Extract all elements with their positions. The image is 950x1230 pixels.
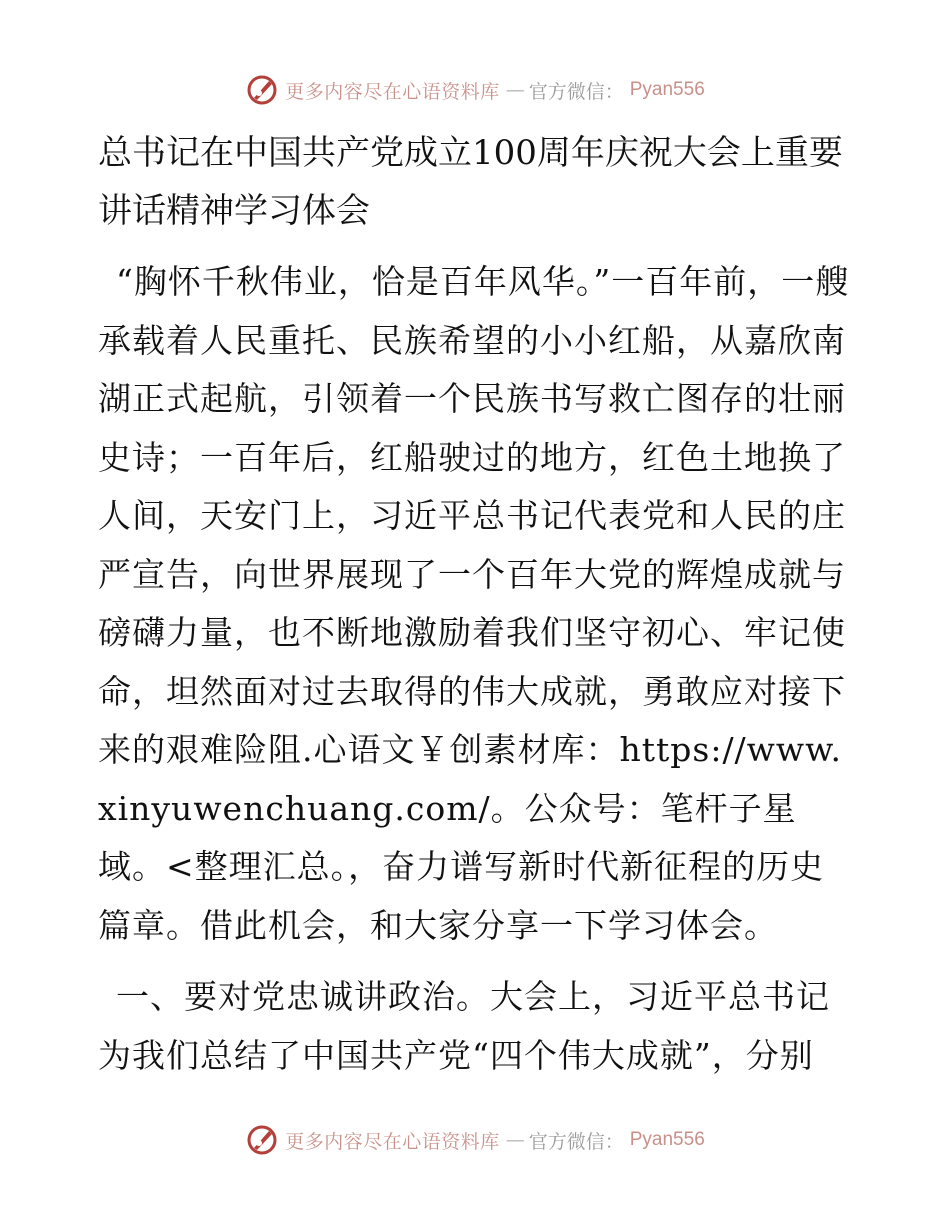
- footer-watermark: [0, 1120, 950, 1160]
- watermark-handle: Pyan556: [629, 79, 705, 100]
- watermark-label: 官方微信：: [528, 1130, 624, 1153]
- pen-logo-icon: [245, 1123, 279, 1157]
- watermark-separator: —: [505, 1129, 523, 1151]
- watermark-label: 官方微信：: [528, 80, 624, 103]
- header-watermark: [0, 70, 950, 110]
- document-title: 总书记在中国共产党成立100周年庆祝大会上重要讲话精神学习体会: [98, 133, 843, 231]
- pen-logo-icon: [245, 73, 279, 107]
- body-paragraph-1: “胸怀千秋伟业，恰是百年风华。”一百年前，一艘承载着人民重托、民族希望的小小红船，从嘉欣南湖正式起航，引领着一个民族书写救亡图存的壮丽史诗；一百年后，红船驶过的地方，红色土地换了人间，天安门上，习近平总书记代表党和人民的庄严宣告，向世界展现了一个百年大党的辉煌成就与磅礴力量，也不断地激励着我们坚守初心、牢记使命，坦然面对过去取得的伟大成就，勇敢应对接下来的艰难险阻.心语文￥创素材库：https://www.xinyuwenchuang.com/。公众号：笔杆子星域。<整理汇总。，奋力谱写新时代新征程的历史篇章。借此机会，和大家分享一下学习体会。: [98, 262, 850, 945]
- watermark-handle: Pyan556: [629, 1129, 705, 1150]
- watermark-site-text: 更多内容尽在心语资料库: [285, 1130, 500, 1153]
- body-paragraph-2: 一、要对党忠诚讲政治。大会上，习近平总书记为我们总结了中国共产党“四个伟大成就”，分别: [98, 977, 830, 1075]
- watermark-site-text: 更多内容尽在心语资料库: [285, 80, 500, 103]
- watermark-separator: —: [505, 79, 523, 101]
